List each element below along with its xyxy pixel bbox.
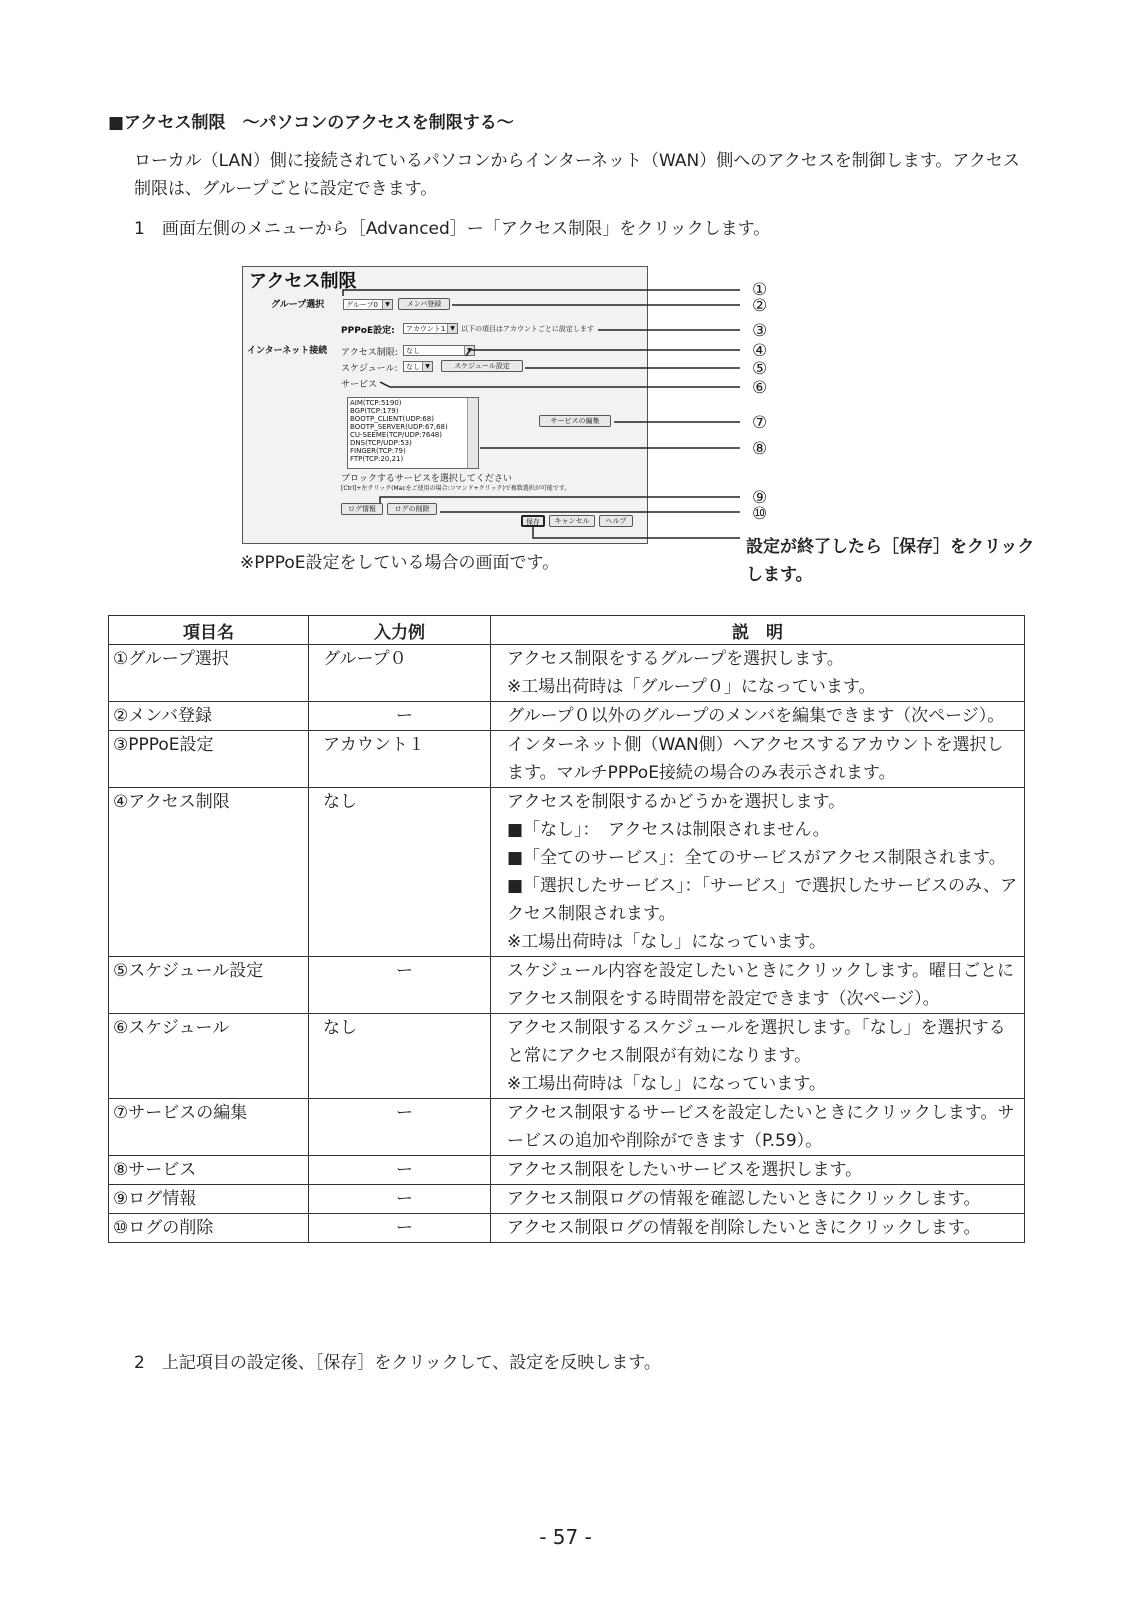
description-line: ※工場出荷時は「なし」になっています。 <box>507 932 826 952</box>
intro-text: ローカル（LAN）側に接続されているパソコンからインターネット（WAN）側へのアクセスを制御します。アクセス制限は、グループごとに設定できます。 <box>134 151 1020 199</box>
description-line: インターネット側（WAN側）へアクセスするアカウントを選択します。マルチPPPoE接続の場合のみ表示されます。 <box>507 735 1004 783</box>
description <box>491 1099 1025 1156</box>
service-list-item[interactable]: FTP(TCP:20,21) <box>350 455 404 463</box>
service-list-item[interactable]: CU-SEEME(TCP/UDP:7648) <box>350 431 442 439</box>
description-line: スケジュール内容を設定したいときにクリックします。曜日ごとにアクセス制限をする時間帯を設定できます（次ページ）。 <box>507 961 1014 1009</box>
item-name: ⑦サービスの編集 <box>109 1099 309 1156</box>
item-name: ①グループ選択 <box>109 645 309 702</box>
item-name: ④アクセス制限 <box>109 788 309 957</box>
pppoe-note: 以下の項目はアカウントごとに設定します <box>461 325 594 333</box>
service-list-item[interactable]: FINGER(TCP:79) <box>350 447 406 455</box>
table-row <box>109 1185 1025 1214</box>
step-1: 1 画面左側のメニューから［Advanced］ー「アクセス制限」をクリックします。 <box>134 219 771 239</box>
service-list-item[interactable]: AIM(TCP:5190) <box>350 399 402 407</box>
callout-6: ⑥ <box>752 378 768 398</box>
description-line: アクセスを制限するかどうかを選択します。 <box>507 792 846 812</box>
service-list-item[interactable]: BOOTP_CLIENT(UDP:68) <box>350 415 434 423</box>
description <box>491 702 1025 731</box>
description-line: グループ０以外のグループのメンバを編集できます（次ページ）。 <box>507 706 1005 726</box>
description-line: ※工場出荷時は「グループ０」になっています。 <box>507 677 876 697</box>
group-select[interactable]: グループ0 ▼ <box>343 299 393 310</box>
input-example: グループ０ <box>309 645 491 702</box>
callout-5: ⑤ <box>752 359 768 379</box>
chevron-down-icon: ▼ <box>447 324 457 333</box>
save-callout-note: 設定が終了したら［保存］をクリックします。 <box>746 537 1035 585</box>
header-example: 入力例 <box>309 616 491 645</box>
schedule-label: スケジュール: <box>341 364 398 374</box>
table-header-row <box>109 616 1025 645</box>
item-name: ⑥スケジュール <box>109 1014 309 1099</box>
settings-table <box>108 615 1025 1243</box>
description <box>491 1185 1025 1214</box>
callout-3: ③ <box>752 321 768 341</box>
save-button[interactable]: 保存 <box>521 515 545 527</box>
help-button[interactable]: ヘルプ <box>599 515 633 527</box>
description-line: アクセス制限するスケジュールを選択します。「なし」を選択すると常にアクセス制限が有効になります。 <box>507 1018 1006 1066</box>
table-row <box>109 1099 1025 1156</box>
step-2: 2 上記項目の設定後、［保存］をクリックして、設定を反映します。 <box>134 1353 661 1373</box>
description <box>491 1156 1025 1185</box>
item-name: ⑨ログ情報 <box>109 1185 309 1214</box>
access-restriction-label: アクセス制限: <box>341 348 398 358</box>
callout-7: ⑦ <box>752 413 768 433</box>
table-row <box>109 645 1025 702</box>
group-select-label: グループ選択 <box>271 300 325 310</box>
description-line: ■「なし」： アクセスは制限されません。 <box>507 820 830 840</box>
service-label: サービス <box>341 380 378 390</box>
schedule-setting-button[interactable]: スケジュール設定 <box>441 360 523 372</box>
page-number: - 57 - <box>539 1525 592 1549</box>
section-heading: ■アクセス制限 ～パソコンのアクセスを制限する～ <box>108 113 514 133</box>
input-example: ー <box>309 702 491 731</box>
description-line: ■「選択したサービス」：「サービス」で選択したサービスのみ、アクセス制限されます。 <box>507 876 1018 924</box>
description-line: アクセス制限ログの情報を確認したいときにクリックします。 <box>507 1189 981 1209</box>
description-line: ※工場出荷時は「なし」になっています。 <box>507 1074 826 1094</box>
header-description: 説 明 <box>491 616 1025 645</box>
description-line: アクセス制限をしたいサービスを選択します。 <box>507 1160 863 1180</box>
chevron-down-icon: ▼ <box>464 346 474 355</box>
description <box>491 731 1025 788</box>
table-row <box>109 1014 1025 1099</box>
input-example: ー <box>309 1156 491 1185</box>
figure-caption: ※PPPoE設定をしている場合の画面です。 <box>240 553 560 573</box>
description <box>491 645 1025 702</box>
log-info-button[interactable]: ログ情報 <box>341 503 383 515</box>
access-restriction-select[interactable]: なし ▼ <box>403 345 475 356</box>
item-name: ⑤スケジュール設定 <box>109 957 309 1014</box>
schedule-select[interactable]: なし ▼ <box>403 361 433 372</box>
input-example: なし <box>309 788 491 957</box>
pppoe-label: PPPoE設定: <box>341 326 395 336</box>
description-line: アクセス制限するサービスを設定したいときにクリックします。サービスの追加や削除ができます（P.59）。 <box>507 1103 1015 1151</box>
figure-title: アクセス制限 <box>249 271 357 292</box>
table-row <box>109 702 1025 731</box>
callout-1: ① <box>752 280 768 300</box>
description-line: アクセス制限をするグループを選択します。 <box>507 649 844 669</box>
description <box>491 1214 1025 1243</box>
item-name: ②メンバ登録 <box>109 702 309 731</box>
header-item: 項目名 <box>109 616 309 645</box>
description <box>491 788 1025 957</box>
cancel-button[interactable]: キャンセル <box>549 515 595 527</box>
internet-connection-label: インターネット接続 <box>247 346 328 356</box>
item-name: ⑧サービス <box>109 1156 309 1185</box>
service-list-item[interactable]: DNS(TCP/UDP:53) <box>350 439 412 447</box>
item-name: ③PPPoE設定 <box>109 731 309 788</box>
input-example: ー <box>309 1185 491 1214</box>
table-row <box>109 957 1025 1014</box>
description-line: ■「全てのサービス」：全てのサービスがアクセス制限されます。 <box>507 848 1006 868</box>
ctrl-click-note: [Ctrl]+左クリック(Macをご使用の場合:コマンド+クリック)で複数選択が可能です。 <box>341 485 571 492</box>
description-line: アクセス制限ログの情報を削除したいときにクリックします。 <box>507 1218 981 1238</box>
callout-8: ⑧ <box>752 439 768 459</box>
chevron-down-icon: ▼ <box>382 300 392 309</box>
table-row <box>109 1156 1025 1185</box>
member-register-button[interactable]: メンバ登録 <box>398 298 450 310</box>
block-service-note: ブロックするサービスを選択してください <box>341 474 512 484</box>
edit-service-button[interactable]: サービスの編集 <box>539 415 611 427</box>
table-row <box>109 788 1025 957</box>
callout-2: ② <box>752 296 768 316</box>
chevron-down-icon: ▼ <box>422 362 432 371</box>
log-delete-button[interactable]: ログの削除 <box>387 503 437 515</box>
description <box>491 1014 1025 1099</box>
callout-10: ⑩ <box>752 504 768 524</box>
callout-4: ④ <box>752 341 768 361</box>
item-name: ⑩ログの削除 <box>109 1214 309 1243</box>
table-row <box>109 731 1025 788</box>
service-list-item[interactable]: BOOTP_SERVER(UDP:67,68) <box>350 423 448 431</box>
input-example: なし <box>309 1014 491 1099</box>
pppoe-select[interactable]: アカウント1 ▼ <box>403 323 458 334</box>
service-list-item[interactable]: BGP(TCP:179) <box>350 407 399 415</box>
input-example: ー <box>309 1214 491 1243</box>
callout-lines <box>0 0 1131 600</box>
input-example: ー <box>309 957 491 1014</box>
input-example: アカウント１ <box>309 731 491 788</box>
input-example: ー <box>309 1099 491 1156</box>
description <box>491 957 1025 1014</box>
table-row <box>109 1214 1025 1243</box>
callout-9: ⑨ <box>752 488 768 508</box>
